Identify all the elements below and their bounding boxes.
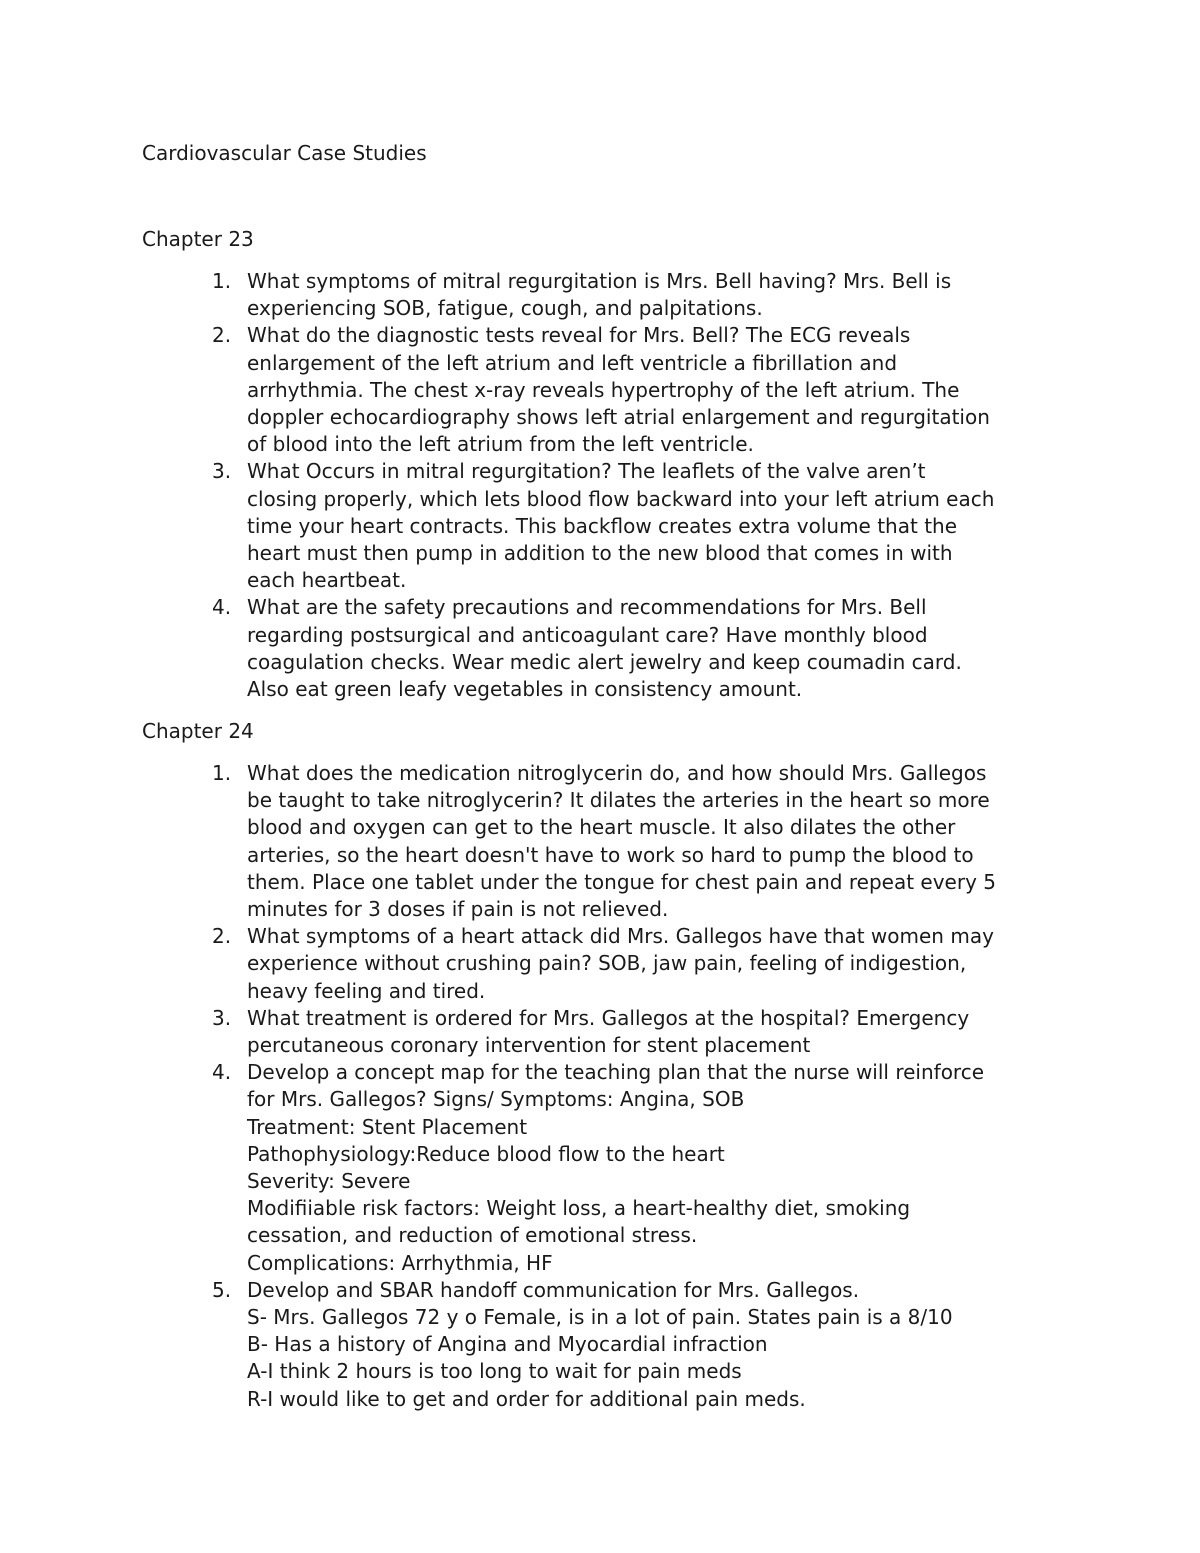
list-item: [0, 1005, 1200, 1059]
list-item-text: [247, 760, 1069, 923]
text-line: cessation, and reduction of emotional stress.: [247, 1223, 698, 1248]
text-line: R-I would like to get and order for additional pain meds.: [247, 1386, 806, 1411]
question-list: [0, 268, 1200, 703]
list-item-number: 2.: [212, 924, 232, 949]
text-line: Treatment: Stent Placement: [247, 1114, 528, 1139]
list-item-text: [247, 322, 1069, 458]
list-item: [0, 1277, 1200, 1413]
text-line: minutes for 3 doses if pain is not relieved.: [247, 897, 669, 922]
text-line: regarding postsurgical and anticoagulant care? Have monthly blood: [247, 622, 928, 647]
list-item: [0, 458, 1200, 594]
text-line: What are the safety precautions and recommendations for Mrs. Bell: [247, 595, 927, 620]
list-item-number: 2.: [212, 323, 232, 348]
text-line: Complications: Arrhythmia, HF: [247, 1250, 553, 1275]
list-item: [0, 322, 1200, 458]
text-line: percutaneous coronary intervention for stent placement: [247, 1033, 811, 1058]
text-line: enlargement of the left atrium and left ventricle a fibrillation and: [247, 350, 898, 375]
text-line: Modifiiable risk factors: Weight loss, a heart-healthy diet, smoking: [247, 1196, 911, 1221]
text-line: blood and oxygen can get to the heart muscle. It also dilates the other: [247, 815, 956, 840]
text-line: What treatment is ordered for Mrs. Gallegos at the hospital? Emergency: [247, 1005, 970, 1030]
text-line: What do the diagnostic tests reveal for Mrs. Bell? The ECG reveals: [247, 323, 911, 348]
list-item-text: [247, 1005, 1069, 1059]
chapter-heading: Chapter 24: [142, 719, 254, 743]
text-line: them. Place one tablet under the tongue for chest pain and repeat every 5: [247, 869, 996, 894]
text-line: B- Has a history of Angina and Myocardial infraction: [247, 1332, 768, 1357]
text-line: be taught to take nitroglycerin? It dilates the arteries in the heart so more: [247, 788, 990, 813]
text-line: Develop a concept map for the teaching plan that the nurse will reinforce: [247, 1060, 985, 1085]
list-item: [0, 760, 1200, 923]
list-item-number: 3.: [212, 1005, 232, 1030]
text-line: of blood into the left atrium from the left ventricle.: [247, 432, 754, 457]
list-item-number: 4.: [212, 595, 232, 620]
list-item: [0, 268, 1200, 322]
list-item-number: 5.: [212, 1277, 232, 1302]
text-line: Pathophysiology:Reduce blood flow to the heart: [247, 1141, 725, 1166]
chapter-heading: Chapter 23: [142, 227, 254, 251]
text-line: experiencing SOB, fatigue, cough, and palpitations.: [247, 296, 763, 321]
list-item-text: [247, 594, 1069, 703]
list-item-text: [247, 268, 1069, 322]
text-line: doppler echocardiography shows left atrial enlargement and regurgitation: [247, 405, 990, 430]
text-line: What does the medication nitroglycerin do, and how should Mrs. Gallegos: [247, 761, 987, 785]
list-item-text: [247, 458, 1069, 594]
text-line: heart must then pump in addition to the new blood that comes in with: [247, 541, 953, 566]
list-item: [0, 923, 1200, 1005]
text-line: Also eat green leafy vegetables in consistency amount.: [247, 677, 803, 702]
question-list: [0, 760, 1200, 1413]
text-line: arrhythmia. The chest x-ray reveals hypertrophy of the left atrium. The: [247, 377, 960, 402]
document-title: Cardiovascular Case Studies: [142, 141, 427, 165]
text-line: for Mrs. Gallegos? Signs/ Symptoms: Angina, SOB: [247, 1087, 745, 1112]
text-line: experience without crushing pain? SOB, jaw pain, feeling of indigestion,: [247, 951, 967, 976]
list-item-number: 3.: [212, 459, 232, 484]
text-line: What Occurs in mitral regurgitation? The leaflets of the valve aren’t: [247, 459, 926, 484]
list-item-number: 1.: [212, 269, 232, 293]
text-line: heavy feeling and tired.: [247, 978, 486, 1003]
list-item-text: [247, 923, 1069, 1005]
text-line: closing properly, which lets blood flow backward into your left atrium each: [247, 486, 995, 511]
text-line: Severity: Severe: [247, 1169, 411, 1194]
text-line: coagulation checks. Wear medic alert jewelry and keep coumadin card.: [247, 649, 962, 674]
text-line: What symptoms of a heart attack did Mrs. Gallegos have that women may: [247, 924, 994, 949]
list-item-number: 1.: [212, 761, 232, 785]
list-item-number: 4.: [212, 1060, 232, 1085]
list-item: [0, 594, 1200, 703]
text-line: S- Mrs. Gallegos 72 y o Female, is in a lot of pain. States pain is a 8/10: [247, 1305, 953, 1330]
text-line: Develop and SBAR handoff communication for Mrs. Gallegos.: [247, 1277, 860, 1302]
text-line: time your heart contracts. This backflow creates extra volume that the: [247, 513, 958, 538]
text-line: arteries, so the heart doesn't have to work so hard to pump the blood to: [247, 842, 974, 867]
text-line: each heartbeat.: [247, 568, 407, 593]
list-item: [0, 1059, 1200, 1277]
list-item-text: [247, 1277, 1069, 1413]
text-line: A-I think 2 hours is too long to wait for pain meds: [247, 1359, 742, 1384]
list-item-text: [247, 1059, 1069, 1277]
text-line: What symptoms of mitral regurgitation is Mrs. Bell having? Mrs. Bell is: [247, 269, 952, 293]
